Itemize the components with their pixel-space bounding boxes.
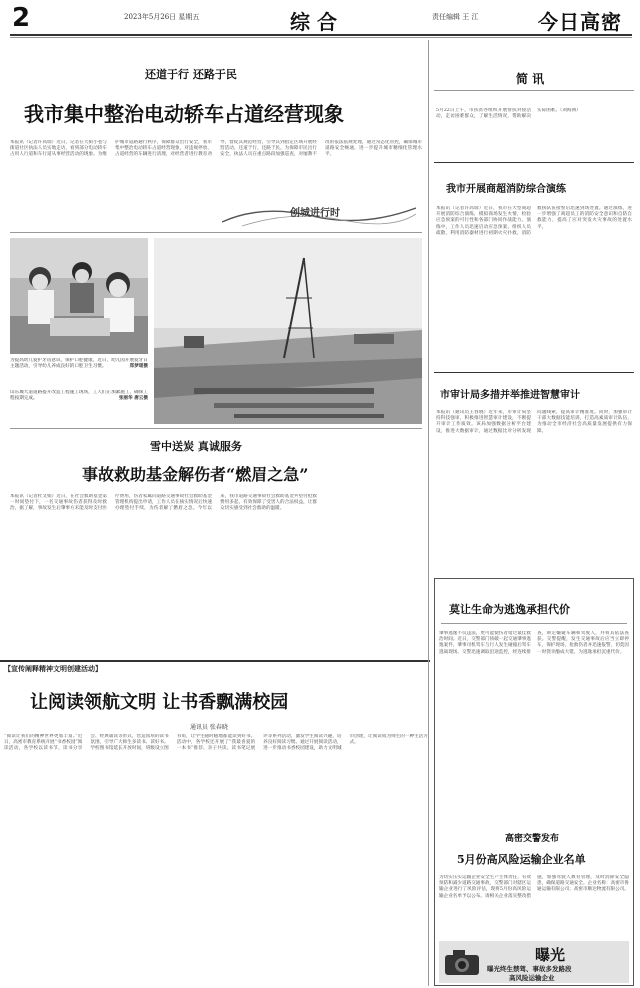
fire-headline: 我市开展商超消防综合演练 [446, 184, 566, 195]
masthead [0, 0, 640, 36]
second-body: 本报讯（记者杜文娟）近日，在社会救助基金第一时间垫付下，一名交通事故伤者获得及时救治。据了解，事故发生后肇事方未能及时支付医疗费用，伤者家属向道路交通事故社会救助基金管理机构提出申请，工作人员在核实情况后快速办理垫付手续，为伤者解了燃眉之急。今年以来，我市道路交通事故社会救助基金共垫付抢救费用多起，有效保障了受害人的合法权益，让群众切实感受到社会救助的温暖。 [10, 494, 317, 512]
column-divider [428, 40, 429, 986]
caption-credit: 郑梦瑶摄 [129, 364, 148, 369]
page-number: 2 [12, 3, 31, 33]
hitrun-body: 肇事逃逸不仅违法，更可能使伤者错过最佳救治时间。近日，交警部门侦破一起交通肇事逃逸案件，肇事司机驾车与行人发生碰撞后驾车逃离现场。交警迅速调取沿途监控，经连续排查，锁定嫌疑车辆和驾驶人，并将其依法查获。交警提醒，发生交通事故后应当立即停车，保护现场，抢救伤者并迅速报警，切莫因一时侥幸酿成大错，为逃逸承担沉重代价。 [439, 631, 629, 655]
camera-icon [443, 947, 483, 977]
divider [10, 232, 422, 233]
exposure-line1: 曝光终生禁驾、事故多发路段 [487, 965, 572, 973]
brief-title: 简 讯 [516, 72, 545, 86]
city-banner [222, 196, 416, 228]
section-title: 综 合 [290, 10, 337, 34]
brief-body: 5月22日上午，市扶贫办组织开展帮扶对接活动，走访困难群众，了解生活情况，帮助解决实际困难。（刘海洲） [436, 108, 581, 120]
issue-date: 2023年5月26日 星期五 [124, 13, 200, 21]
reading-byline: 通讯员 张春晓 [190, 724, 228, 731]
caption-credit: 张丽华 唐云摄 [118, 396, 148, 401]
construction-photo [154, 238, 422, 424]
exposure-line2: 高风险运输企业 [509, 974, 555, 982]
kindergarten-photo [10, 238, 148, 354]
divider [434, 162, 634, 163]
banner-text: 创城进行时 [290, 208, 340, 219]
risk-body: 为切实压实运输企业安全生产主体责任，有效预防和减少道路交通事故，交警部门对辖区运输企业进行了风险评估，现将5月份高风险运输企业名单予以公布。请相关企业落实整改措施，加强驾驶人教育管理，及时消除安全隐患，确保道路交通安全。企业名称：高密市鲁通运输有限公司；高密市顺达物流有限公司。 [439, 875, 629, 899]
exposure-banner [439, 941, 629, 983]
caption-text: 为提高幼儿爱护牙齿意识，保护口腔健康，近日，幼儿园开展爱牙日主题活动，引导幼儿养成良好的口腔卫生习惯。 [10, 358, 148, 369]
second-headline: 事故救助基金解伤者“燃眉之急” [82, 465, 309, 484]
hitrun-headline: 莫让生命为逃逸承担代价 [449, 603, 570, 616]
photo-caption-left [10, 358, 148, 384]
boxed-section [434, 578, 634, 986]
fire-body: 本报讯（记者许高瑞）近日，我市在大型商超开展消防综合演练，模拟商场发生火情，检验应急预案的可行性和各部门协同作战能力。演练中，工作人员迅速启动应急预案，组织人员疏散，利用消防器材进行初期火灾扑救，消防救援队伍接警后迅速到场处置。通过演练，进一步增强了商超员工的消防安全意识和自防自救能力，提高了应对突发火灾事故的处置水平。 [436, 206, 632, 236]
audit-body: 本报讯（通讯员王春晓）近年来，市审计局坚持科技强审，积极推进智慧审计建设，不断提升审计工作质效。该局加强数据分析平台建设，推进大数据审计，通过数据比对分析发现问题线索，提高审计精准度。同时，加强审计干部大数据技能培训，打造高素质审计队伍，为推动全市经济社会高质量发展提供有力保障。 [436, 410, 632, 434]
divider [441, 623, 627, 624]
second-kicker: 雪中送炭 真诚服务 [150, 440, 242, 453]
divider [10, 428, 422, 429]
editor-credit: 责任编辑 王 江 [432, 13, 479, 21]
divider [434, 372, 634, 373]
audit-headline: 市审计局多措并举推进智慧审计 [440, 390, 580, 401]
masthead-rule [10, 34, 632, 36]
reading-headline: 让阅读领航文明 让书香飘满校园 [30, 692, 289, 713]
caption-text: 山东城大道道路提升改造工程施工现场，工人们正加紧施工，确保工程按期完成。 [10, 390, 148, 401]
divider [434, 90, 634, 91]
photo-caption-right [10, 390, 148, 424]
masthead-rule-thin [10, 37, 632, 38]
reading-body: “阅读让我们的精神世界更加丰富。”近日，高密市教育系统开展“书香校园”阅读活动，各学校以读书节、读书分享会、经典诵读等形式，营造浓厚的读书氛围，引导广大师生多读书、读好书。学校图书馆延长开放时间，班级设立图书角，让学生随时随地都能读到好书。活动中，各学校还开展了“我最喜爱的一本书”推荐、亲子共读、读书笔记展评等系列活动，激发学生阅读兴趣，培养良好阅读习惯。通过开展阅读活动，进一步推动书香校园建设，助力文明城市创建，让阅读成为师生的一种生活方式。 [4, 734, 428, 752]
campaign-tag: 【宣传阐释精神文明创建活动】 [4, 664, 102, 673]
risk-headline: 5月份高风险运输企业名单 [457, 853, 586, 866]
lead-kicker: 还道于行 还路于民 [145, 68, 237, 81]
campaign-rule [0, 660, 430, 662]
risk-kicker: 高密交警发布 [505, 834, 560, 844]
lead-headline: 我市集中整治电动轿车占道经营现象 [24, 102, 344, 126]
paper-name: 今日高密 [538, 10, 622, 34]
exposure-label: 曝光 [535, 946, 566, 964]
lead-body: 本报讯（记者许高瑞）近日，记者在大街小巷与街道社区执法人员实地走访，看到部分电动轿车占用人行道和车行道从事经营活动的现象。为维护城市道路通行秩序，保障群众出行安全，我市集中整治电动轿车占道经营现象，对违规停放、占道经营的车辆进行清理，对经营者进行教育劝导，督促其规范经营，引导其到指定区域开展经营活动，还道于行、还路于民。为保障市民出行安全，执法人员在重点路段加强巡查，对屡教不改的依法依规处理，通过常态化管控，确保城市道路安全畅通，进一步提升城市精细化管理水平。 [10, 140, 422, 158]
